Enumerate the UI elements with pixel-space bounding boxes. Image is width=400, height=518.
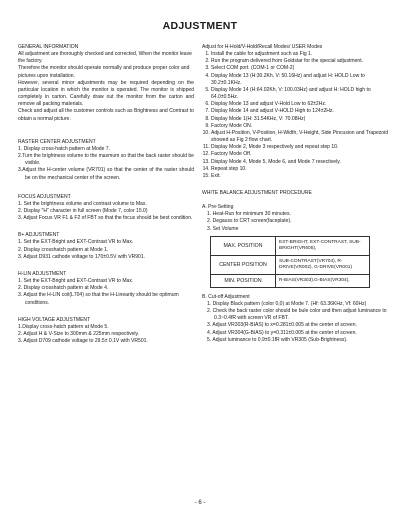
hold-adjust-step: 8. Display Mode 1(H: 31.54KHz, V: 70.08Hz) (211, 116, 388, 123)
position-label: CENTER POSITION (211, 255, 276, 274)
bplus-section (18, 232, 194, 261)
hold-adjust-step: 1. Install the cable for adjustment such as Fig 1. (211, 51, 388, 58)
general-paragraph-4: Check and adjust all the customer controls such as Brightness and Contrast to obtain a normal picture. (18, 108, 194, 122)
pre-setting-steps (207, 211, 388, 232)
cut-off-step: 5. Adjust luminance to 0.9±0.1fR with VR305 (Sub-Brightness). (207, 336, 348, 343)
right-column (202, 44, 388, 354)
table-row (211, 274, 370, 287)
pre-setting-step: 3. Set Volume (207, 225, 239, 232)
high-voltage-step: 2. Adjust H & V-Size to 300mm & 225mm respectively. (18, 331, 140, 337)
white-balance-heading: WHITE BALANCE ADJUSTMENT PROCEDURE (202, 189, 312, 196)
hold-adjust-step: 7. Display Mode 14 and adjust V-HOLD High to 124±2Hz. (211, 108, 388, 115)
raster-center-section (18, 139, 194, 182)
raster-step: 3.Adjust the H-center volume (VR701) so that the center of the raster should be on the mechanical center of the screen. (18, 167, 194, 181)
table-row (211, 255, 370, 274)
cut-off-step: 4. Adjust VR304(G-BIAS) to y=0.311±0.005 at the center of screen. (207, 329, 357, 336)
hold-adjust-step: 9. Factory Mode ON. (211, 123, 388, 130)
general-information-section (18, 44, 194, 123)
hold-adjust-steps (202, 51, 388, 180)
h-lin-heading: H-LIN ADJUSTMENT (18, 270, 67, 277)
hold-adjust-step: 3. Select COM port. (COM-1 or COM-2) (211, 65, 388, 72)
general-paragraph-1: All adjustment are thoroughly checked and corrected, When the monitor leave the factory. (18, 51, 192, 65)
h-lin-step: 3. Adjust the H-LIN coil(L704) so that the H-Linearity should be optimum conditions. (18, 292, 179, 306)
hold-adjust-step: 6. Display Mode 13 and adjust V-Hold Low to 62±2Hz. (211, 101, 388, 108)
pre-setting-step: 1. Heat-Run for minimum 30 minutes. (207, 211, 291, 218)
table-row (211, 236, 370, 255)
cut-off-step: 3. Adjust VR303(R-BIAS) to x=0.281±0.005 at the center of screen. (207, 322, 357, 329)
focus-step: 1. Set the brightness volume and contrast volume to Max. (18, 200, 147, 207)
hold-adjust-step: 10. Adjust H-Position, V-Position, H-Width, V-Height, Side Pincusion and Trapezoid showed as Fig 2 flow chart. (211, 130, 388, 144)
page-title: ADJUSTMENT (162, 20, 238, 32)
focus-step: 2. Display "H" character in full screen (Mode 7, color 15.0) (18, 207, 148, 214)
bplus-step: 2. Display crosshatch pattern at Mode 1. (18, 246, 109, 253)
hold-adjust-step: 15. Exit. (211, 173, 388, 180)
white-balance-section (202, 190, 388, 344)
hold-adjust-heading: Adjust for H-Hold/V-Hold/Recall Modes/ USER Modes (202, 44, 323, 50)
general-information-heading: GENERAL INFORMATION (18, 44, 79, 50)
focus-step: 3. Adjust Focus VR F1 & F2 of FBT so that the focus should be best condition. (18, 215, 193, 222)
position-value: R-BIAS(VR303),G-BIAS(VR304), (276, 274, 370, 287)
hold-adjust-step: 12. Factory Mode Off. (211, 151, 388, 158)
bplus-step: 1. Set the EXT-Bright and EXT-Contrast VR to Max. (18, 239, 134, 246)
bplus-step: 3. Adjust D931 cathode voltage to 170±0.5V with VR901. (18, 253, 146, 260)
position-value: SUB-CONTRAST(VR704), R-DRIVE(VR002), G-DRIVE(VR001) (276, 255, 370, 274)
h-lin-step: 2. Display crosshatch pattern at Mode 4. (18, 285, 109, 292)
volume-position-table (210, 236, 370, 288)
high-voltage-step: 1.Display cross-hatch pattern at Mode 5. (18, 323, 109, 330)
hold-adjust-step: 4. Display Mode 13 (H:30.2Kh, V: 50.16Hz) and adjust H: HOLD Low to 30.2±0.1KHz. (211, 73, 388, 87)
hold-adjust-step: 5. Display Mode 14 (H:64.02Kh, V: 100.03Hz) and adjust H: HOLD high to 64.0±0.5Hz. (211, 87, 388, 101)
h-lin-step: 1. Set the EXT-Bright and EXT-Contrast VR to Max. (18, 278, 134, 285)
raster-step: 1. Display cross-hatch pattern at Mode 7. (18, 145, 111, 152)
high-voltage-heading: HIGH VOLTAGE ADJUSTMENT (18, 316, 91, 323)
cut-off-heading: B. Cut-off Adjustment (202, 293, 250, 300)
general-paragraph-3: However, several minor adjustments may be required depending on the particular location in which the monitor is operated. The monitor is shipped completely in carton. Carefully draw out the monitor from the carton and remove all packing materials. (18, 79, 194, 108)
position-value: EXT-BRIGHT, EXT-CONTRAST, SUB-BRIGHT(VR605), (276, 236, 370, 255)
focus-section (18, 194, 194, 223)
focus-heading: FOCUS ADJUSTMENT (18, 193, 71, 200)
raster-center-heading: RASTER CENTER ADJUSTMENT (18, 138, 96, 145)
high-voltage-section (18, 317, 194, 346)
pre-setting-step: 2. Degauss to CRT screen(faceplate). (207, 218, 292, 225)
hold-adjust-step: 13. Display Mode 4, Mode 5, Mode 6, and Mode 7 resectively. (211, 159, 388, 166)
cut-off-step: 2. Check the back raster color should be bule color and then adjust luminance to 0.3~0.4fR with screen VR of FBT. (207, 308, 387, 322)
raster-step: 2.Turn the brightness volume to the maxmum so that the back raster should be visible. (18, 153, 194, 167)
left-column (18, 44, 194, 355)
cut-off-steps (207, 301, 388, 344)
hold-adjust-step: 11. Display Mode 2, Mode 3 respectively and repeat step 10. (211, 144, 388, 151)
hold-adjust-step: 14. Repeat step 10. (211, 166, 388, 173)
cut-off-step: 1. Display Black pattern (color 0,0) at Mode 7. (Hf: 63.36KHz, Vf: 60Hz) (207, 300, 367, 307)
pre-setting-heading: A. Pre-Setting (202, 204, 234, 211)
position-label: MAX. POSITION (211, 236, 276, 255)
hold-adjust-step: 2. Run the program delivered from Goldstar for the special adjustment. (211, 58, 388, 65)
general-paragraph-2: Therefore the monitor should operate normally and produce proper color and pictures upon installation. (18, 65, 190, 79)
page-number: - 6 - (194, 500, 206, 506)
position-label: MIN. POSITION (211, 274, 276, 287)
h-lin-section (18, 271, 194, 307)
hold-adjust-section (202, 44, 388, 180)
high-voltage-step: 3. Adjust D709 cathode voltage to 29.5± 0.1V with VR501. (18, 338, 148, 345)
bplus-heading: B+ ADJUSTMENT (18, 232, 60, 239)
